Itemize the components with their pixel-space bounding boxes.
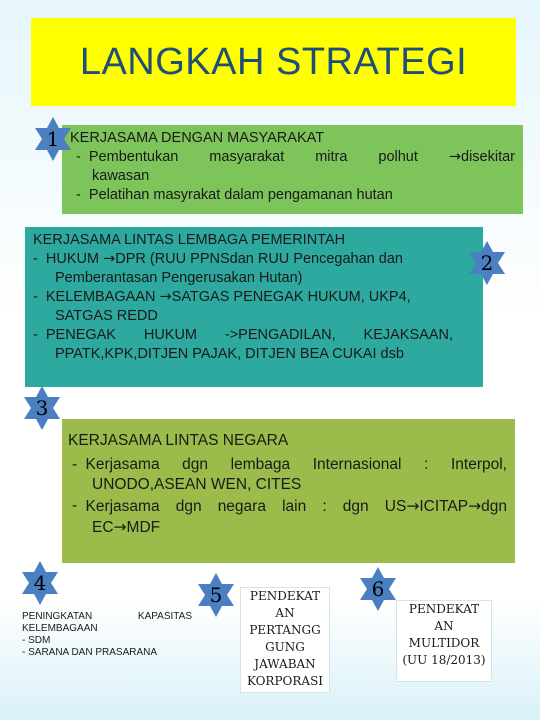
strategy-1-item-2: - Pelatihan masyrakat dalam pengamanan hutan [76,187,393,203]
strategy-3-heading: KERJASAMA LINTAS NEGARA [68,432,289,449]
arrow-icon: → [448,149,461,165]
strategy-2-item-3: - PENEGAK HUKUM ->PENGADILAN, KEJAKSAAN, [33,327,453,343]
strategy-6-line-4: (UU 18/2013) [402,653,486,667]
strategy-1-item-1: - Pembentukan masyarakat mitra polhut →disekitar [76,149,515,165]
strategy-6-line-3: MULTIDOR [408,636,480,650]
strategy-6-box [396,600,492,682]
strategy-box-2 [25,227,483,387]
step-5-number: 5 [209,583,223,607]
step-3-star-badge [20,385,64,431]
strategy-4-line-1: KELEMBAGAAN [22,623,98,634]
strategy-2-item-3-cont: PPATK,KPK,DITJEN PAJAK, DITJEN BEA CUKAI dsb [55,346,404,362]
strategy-3-item-2-cont: EC→MDF [92,518,161,536]
arrow-icon: → [159,289,172,305]
strategy-1-heading: KERJASAMA DENGAN MASYARAKAT [70,130,325,146]
step-6-star-badge [356,566,400,612]
step-3-number: 3 [35,396,49,420]
strategy-4-line-2: - SDM [22,635,51,646]
strategy-5-line-5: JAWABAN [254,657,316,671]
strategy-2-item-2-cont: SATGAS REDD [55,308,158,324]
strategy-4-list [22,611,192,659]
strategy-5-line-6: KORPORASI [246,674,324,688]
step-5-star-badge [194,572,238,618]
strategy-4-row-1: PENINGKATAN KAPASITAS [22,611,192,622]
strategy-5-line-1: PENDEKAT [249,589,321,603]
strategy-box-3 [62,419,515,563]
strategy-5-line-2: AN [275,606,295,620]
arrow-icon: → [468,496,482,515]
step-2-star-badge [465,240,509,286]
step-6-number: 6 [371,577,385,601]
arrow-icon: → [406,496,420,515]
strategy-5-box [240,587,330,693]
strategy-2-heading: KERJASAMA LINTAS LEMBAGA PEMERINTAH [33,232,346,248]
strategy-5-line-3: PERTANGG [249,623,321,637]
page-title: LANGKAH STRATEGI [79,40,468,83]
strategy-3-item-1: - Kerjasama dgn lembaga Internasional : Interpol, [72,455,507,473]
strategy-2-item-1: - HUKUM →DPR (RUU PPNSdan RUU Pencegahan dan [33,251,403,267]
step-2-number: 2 [480,251,494,275]
strategy-2-item-2: - KELEMBAGAAN →SATGAS PENEGAK HUKUM, UKP4, [33,289,411,305]
arrow-icon: → [113,518,127,536]
strategy-5-line-4: GUNG [265,640,305,654]
strategy-4-line-3: - SARANA DAN PRASARANA [22,647,158,658]
strategy-box-1 [62,125,523,214]
step-1-star-badge [31,116,75,162]
step-4-number: 4 [33,571,47,595]
strategy-2-item-1-cont: Pemberantasan Pengerusakan Hutan) [55,270,303,286]
strategy-3-item-2: - Kerjasama dgn negara lain : dgn US→ICITAP→dgn [72,496,507,515]
strategy-6-line-1: PENDEKAT [408,602,480,616]
step-4-star-badge [18,560,62,606]
strategy-6-line-2: AN [434,619,454,633]
strategy-1-item-1-cont: kawasan [92,168,150,184]
arrow-icon: → [103,251,116,267]
title-banner [31,18,516,106]
step-1-number: 1 [46,127,60,151]
strategy-3-item-1-cont: UNODO,ASEAN WEN, CITES [92,476,302,493]
